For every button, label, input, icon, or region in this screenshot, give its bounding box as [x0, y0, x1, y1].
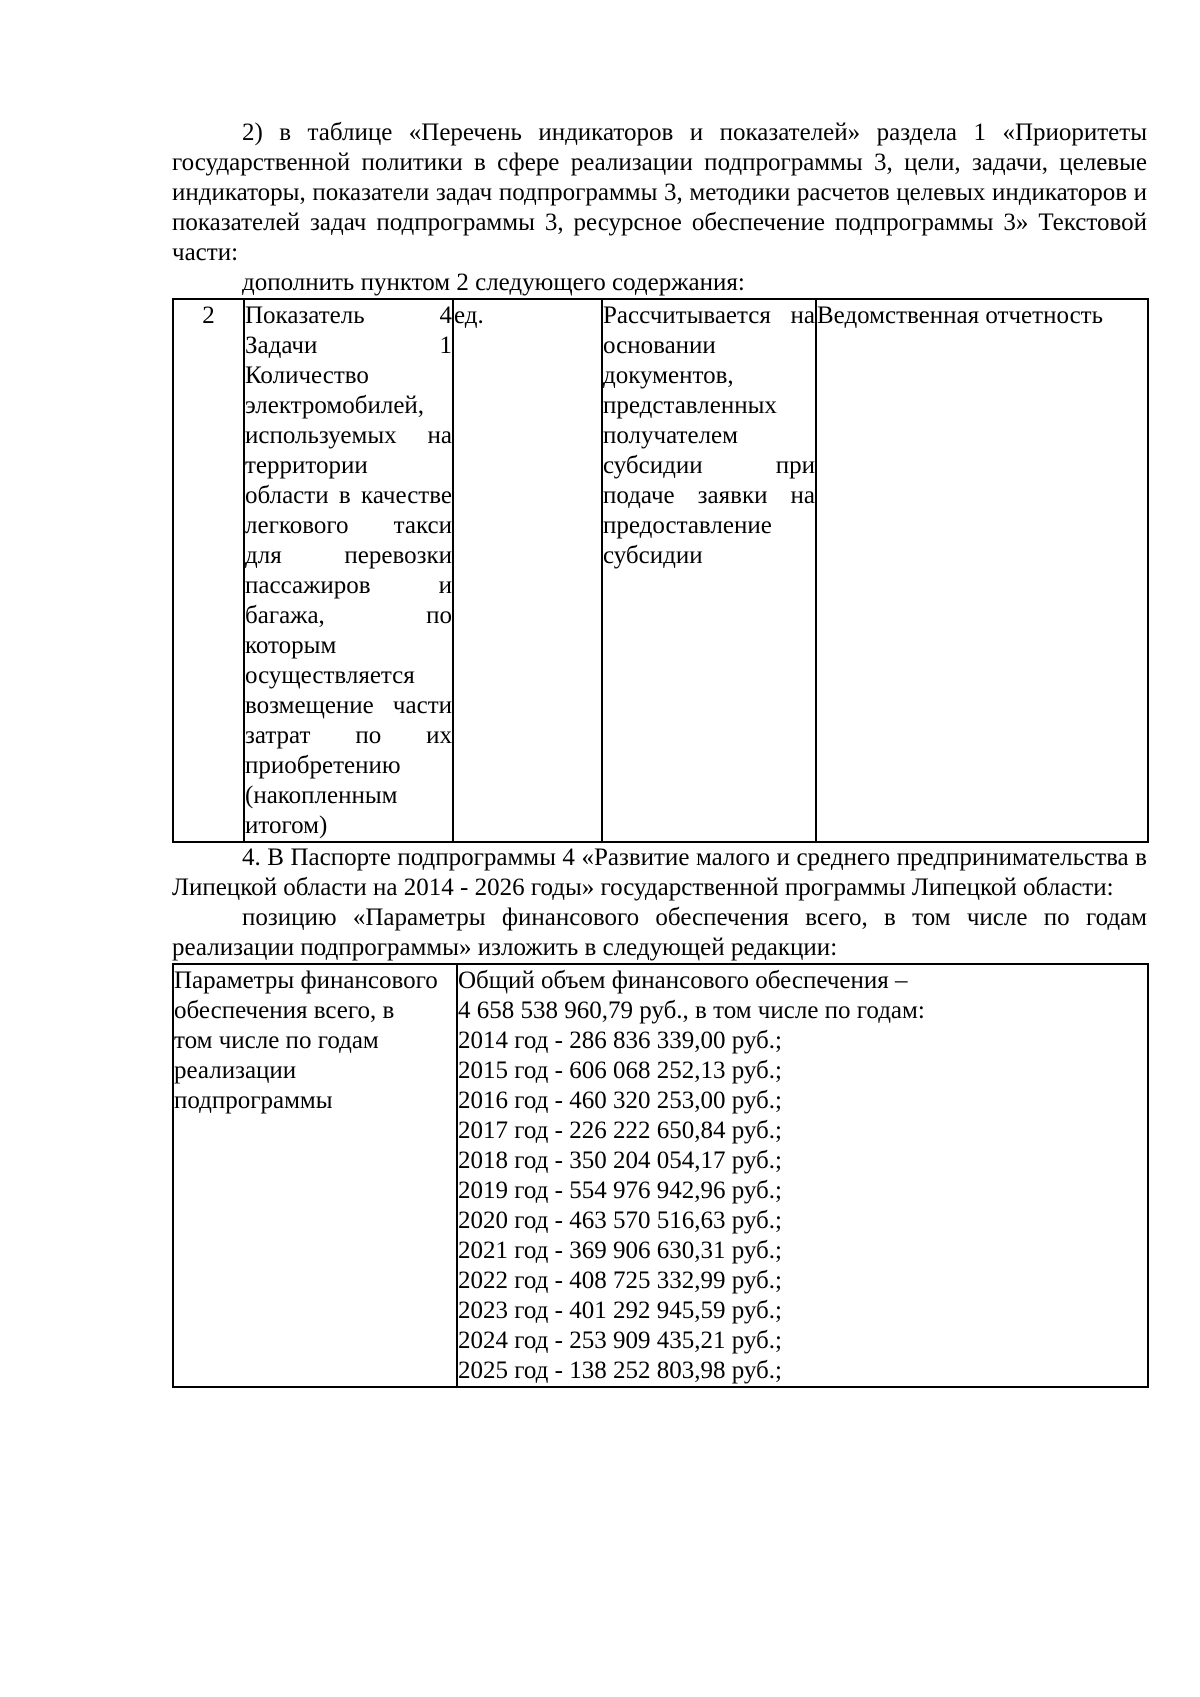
- finance-year-2024: 2024 год - 253 909 435,21 руб.;: [458, 1327, 782, 1354]
- finance-year-2020: 2020 год - 463 570 516,63 руб.;: [458, 1207, 782, 1234]
- indicator-name-cell: [244, 299, 453, 842]
- finance-year-2015: 2015 год - 606 068 252,13 руб.;: [458, 1057, 782, 1084]
- indicator-method: Рассчитывается на основании документов, представленных получателем субсидии при подаче заявки на предоставление субсидии: [603, 302, 815, 569]
- finance-year-2019: 2019 год - 554 976 942,96 руб.;: [458, 1177, 782, 1204]
- indicator-table: [172, 298, 1149, 843]
- indicator-method-cell: [602, 299, 816, 842]
- indicator-unit: ед.: [453, 299, 602, 842]
- indicator-number: 2: [173, 299, 244, 842]
- finance-label: Параметры финансового обеспечения всего, в том числе по годам реализации подпрограммы: [174, 967, 438, 1114]
- finance-total-prefix: Общий объем финансового обеспечения –: [458, 967, 908, 994]
- section4-paragraph: 4. В Паспорте подпрограммы 4 «Развитие малого и среднего предпринимательства в Липецкой области на 2014 - 2026 годы» государственной программы Липецкой области:: [172, 844, 1147, 901]
- document-page: [172, 118, 1147, 1388]
- finance-year-2022: 2022 год - 408 725 332,99 руб.;: [458, 1267, 782, 1294]
- finance-year-2023: 2023 год - 401 292 945,59 руб.;: [458, 1297, 782, 1324]
- indicator-name: Показатель 4 Задачи 1 Количество электромобилей, используемых на территории области в качестве легкового такси для перевозки пассажиров и багажа, по которым осуществляется возмещение части затрат по их приобретению (накопленным итогом): [245, 302, 452, 839]
- intro-instruction: дополнить пунктом 2 следующего содержания:: [242, 269, 745, 296]
- finance-year-2017: 2017 год - 226 222 650,84 руб.;: [458, 1117, 782, 1144]
- finance-year-2021: 2021 год - 369 906 630,31 руб.;: [458, 1237, 782, 1264]
- finance-total-line: 4 658 538 960,79 руб., в том числе по годам:: [458, 997, 925, 1024]
- indicator-source: Ведомственная отчетность: [816, 299, 1148, 842]
- finance-year-2014: 2014 год - 286 836 339,00 руб.;: [458, 1027, 782, 1054]
- table-row: [173, 964, 1148, 1387]
- table-row: [173, 299, 1148, 842]
- section4-instruction: позицию «Параметры финансового обеспечения всего, в том числе по годам реализации подпрограммы» изложить в следующей редакции:: [172, 904, 1147, 961]
- finance-year-2018: 2018 год - 350 204 054,17 руб.;: [458, 1147, 782, 1174]
- intro-paragraph: 2) в таблице «Перечень индикаторов и показателей» раздела 1 «Приоритеты государственной политики в сфере реализации подпрограммы 3, цели, задачи, целевые индикаторы, показатели задач подпрограммы 3, методики расчетов целевых индикаторов и показателей задач подпрограммы 3, ресурсное обеспечение подпрограммы 3» Текстовой части:: [172, 119, 1147, 266]
- finance-label-cell: [173, 964, 457, 1387]
- finance-year-2016: 2016 год - 460 320 253,00 руб.;: [458, 1087, 782, 1114]
- finance-year-2025: 2025 год - 138 252 803,98 руб.;: [458, 1357, 782, 1384]
- finance-values: [458, 966, 1147, 1386]
- finance-values-cell: [457, 964, 1148, 1387]
- finance-table: [172, 963, 1149, 1388]
